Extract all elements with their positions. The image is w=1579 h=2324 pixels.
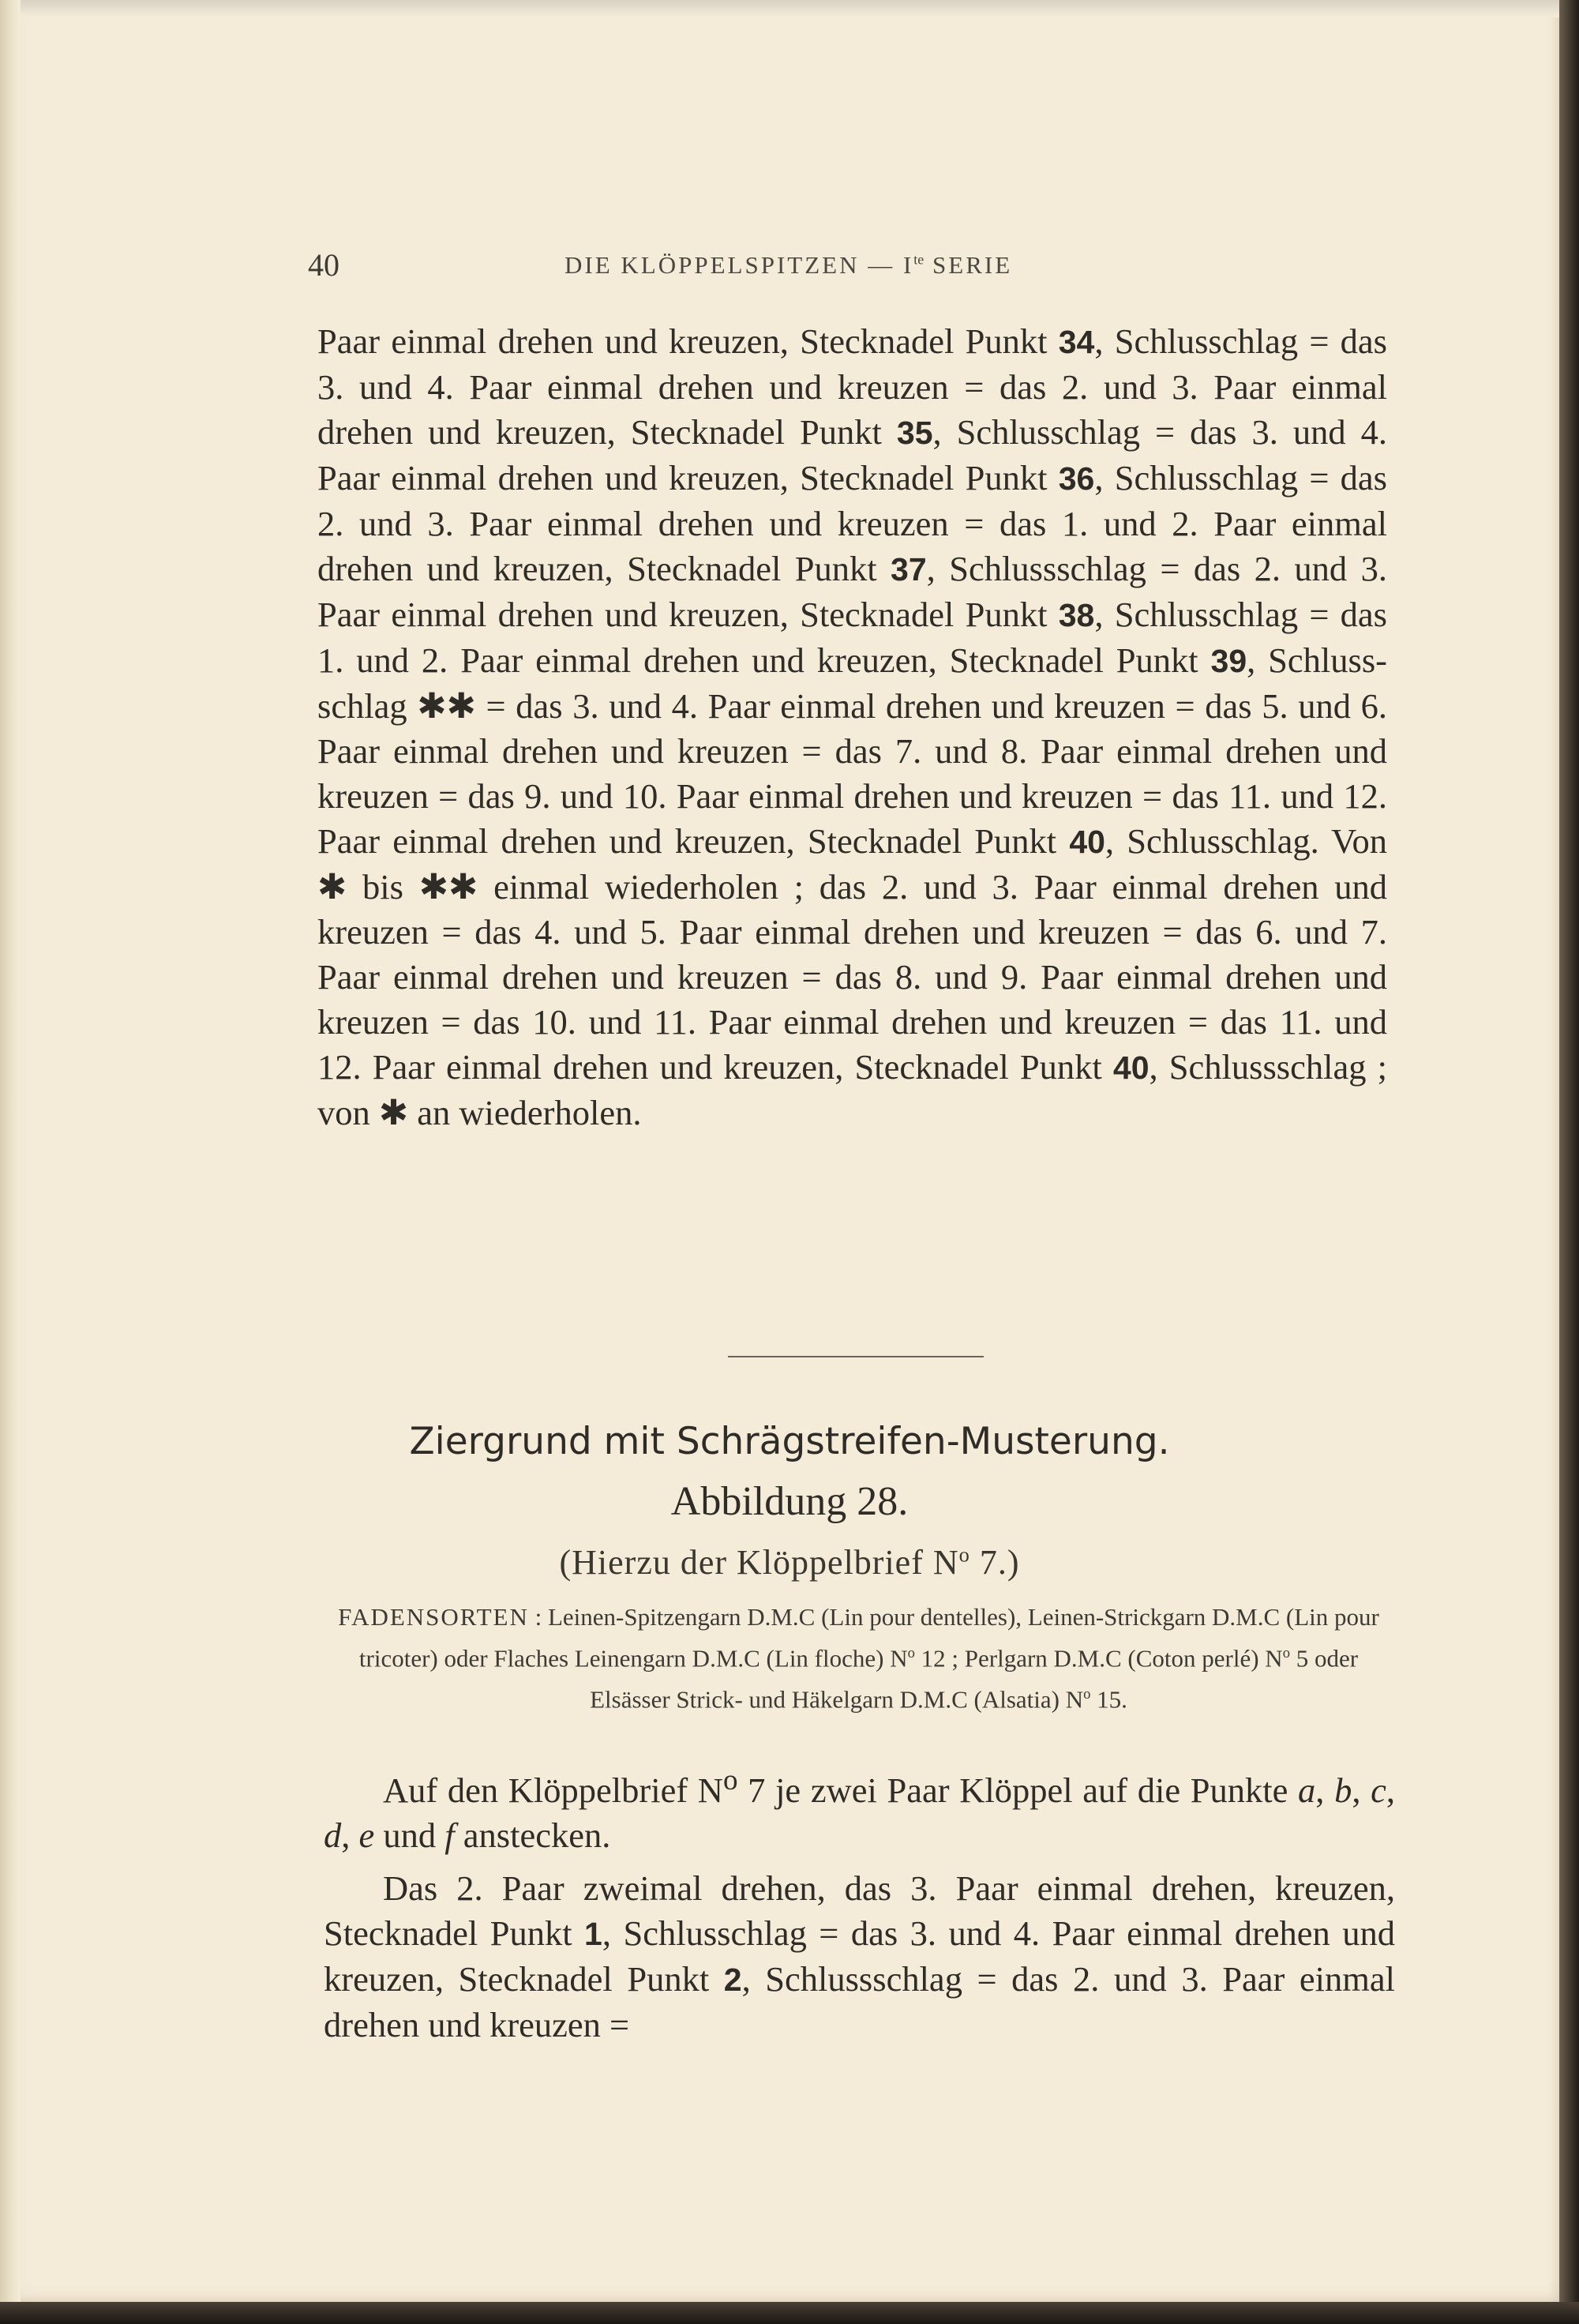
running-head: DIE KLÖPPELSPITZEN — $I^{te}$ SERIE xyxy=(564,251,1013,279)
section-body xyxy=(324,1758,1395,2048)
paragraph-instructions: Paar einmal drehen und kreuzen, Stecknadel Punkt 34, Schlusschlag = das 3. und 4. Paar einmal drehen und kreuzen = das 2. und 3. Paar einmal drehen und kreuzen, Stecknadel Punkt 35, Schlusschlag = das 3. und 4. Paar einmal drehen und kreuzen, Stecknadel Punkt 36, Schlusschlag = das 2. und 3. Paar einmal drehen und kreuzen = das 1. und 2. Paar einmal drehen und kreuzen, Stecknadel Punkt 37, Schlussschlag = das 2. und 3. Paar einmal drehen und kreuzen, Stecknadel Punkt 38, Schlusschlag = das 1. und 2. Paar einmal drehen und kreuzen, Stecknadel Punkt 39, Schlussschlag ✱✱ = das 3. und 4. Paar einmal drehen und kreuzen = das 5. und 6. Paar einmal drehen und kreuzen = das 7. und 8. Paar einmal drehen und kreuzen = das 9. und 10. Paar einmal drehen und kreuzen = das 11. und 12. Paar einmal drehen und kreuzen, Stecknadel Punkt 40, Schlusschlag. Von ✱ bis ✱✱ einmal wiederholen ; das 2. und 3. Paar einmal drehen und kreuzen = das 4. und 5. Paar einmal drehen und kreuzen = das 6. und 7. Paar einmal drehen und kreuzen = das 8. und 9. Paar einmal drehen und kreuzen = das 10. und 11. Paar einmal drehen und kreuzen = das 11. und 12. Paar einmal drehen und kreuzen, Stecknadel Punkt 40, Schlussschlag ; von ✱ an wiederholen. xyxy=(317,321,1388,1132)
page-number: 40 xyxy=(308,247,339,283)
book-bottom-edge xyxy=(0,2302,1579,2324)
point-39: 39 xyxy=(1210,643,1247,679)
materials-label: FADENSORTEN xyxy=(338,1603,529,1631)
point-40: 40 xyxy=(1069,824,1105,860)
paragraph-steps: Das 2. Paar zweimal drehen, das 3. Paar einmal drehen, kreuzen, Stecknadel Punkt 1, Schlusschlag = das 3. und 4. Paar einmal drehen und kreuzen, Stecknadel Punkt 2, Schlussschlag = das 2. und 3. Paar einmal drehen und kreuzen = xyxy=(324,1868,1396,2044)
point-38: 38 xyxy=(1058,597,1095,633)
point-1: 1 xyxy=(584,1915,602,1952)
book-right-edge xyxy=(1559,0,1579,2324)
section-title: Ziergrund mit Schrägstreifen-Musterung. xyxy=(409,1420,1170,1463)
paragraph-setup: Auf den Klöppelbrief $N^o$ 7 je zwei Paar Klöppel auf die Punkte a, b, c, d, e und f anstecken. xyxy=(324,1764,1396,1855)
page-gutter xyxy=(0,0,21,2302)
pattern-note: (Hierzu der Klöppelbrief $N^o$ 7.) xyxy=(559,1542,1020,1582)
figure-label: Abbildung 28. xyxy=(670,1479,909,1524)
thread-materials: FADENSORTEN : Leinen-Spitzengarn D.M.C (Lin pour dentelles), Leinen-Strickgarn D.M.C (Lin pour tricoter) oder Flaches Leinengarn D.M.C (Lin floche) $N^o$ 12 ; Perlgarn D.M.C (Coton perlé) $N^o$ 5 oder Elsässer Strick- und Häkelgarn D.M.C (Alsatia) $N^o$ 15. xyxy=(338,1603,1379,1714)
point-37: 37 xyxy=(891,551,927,588)
point-2: 2 xyxy=(723,1961,742,1998)
section-divider xyxy=(728,1356,984,1357)
point-40-repeat: 40 xyxy=(1112,1049,1150,1086)
page-top-edge xyxy=(0,0,1579,17)
point-34: 34 xyxy=(1058,324,1095,360)
point-35: 35 xyxy=(896,415,933,451)
point-36: 36 xyxy=(1058,460,1095,497)
